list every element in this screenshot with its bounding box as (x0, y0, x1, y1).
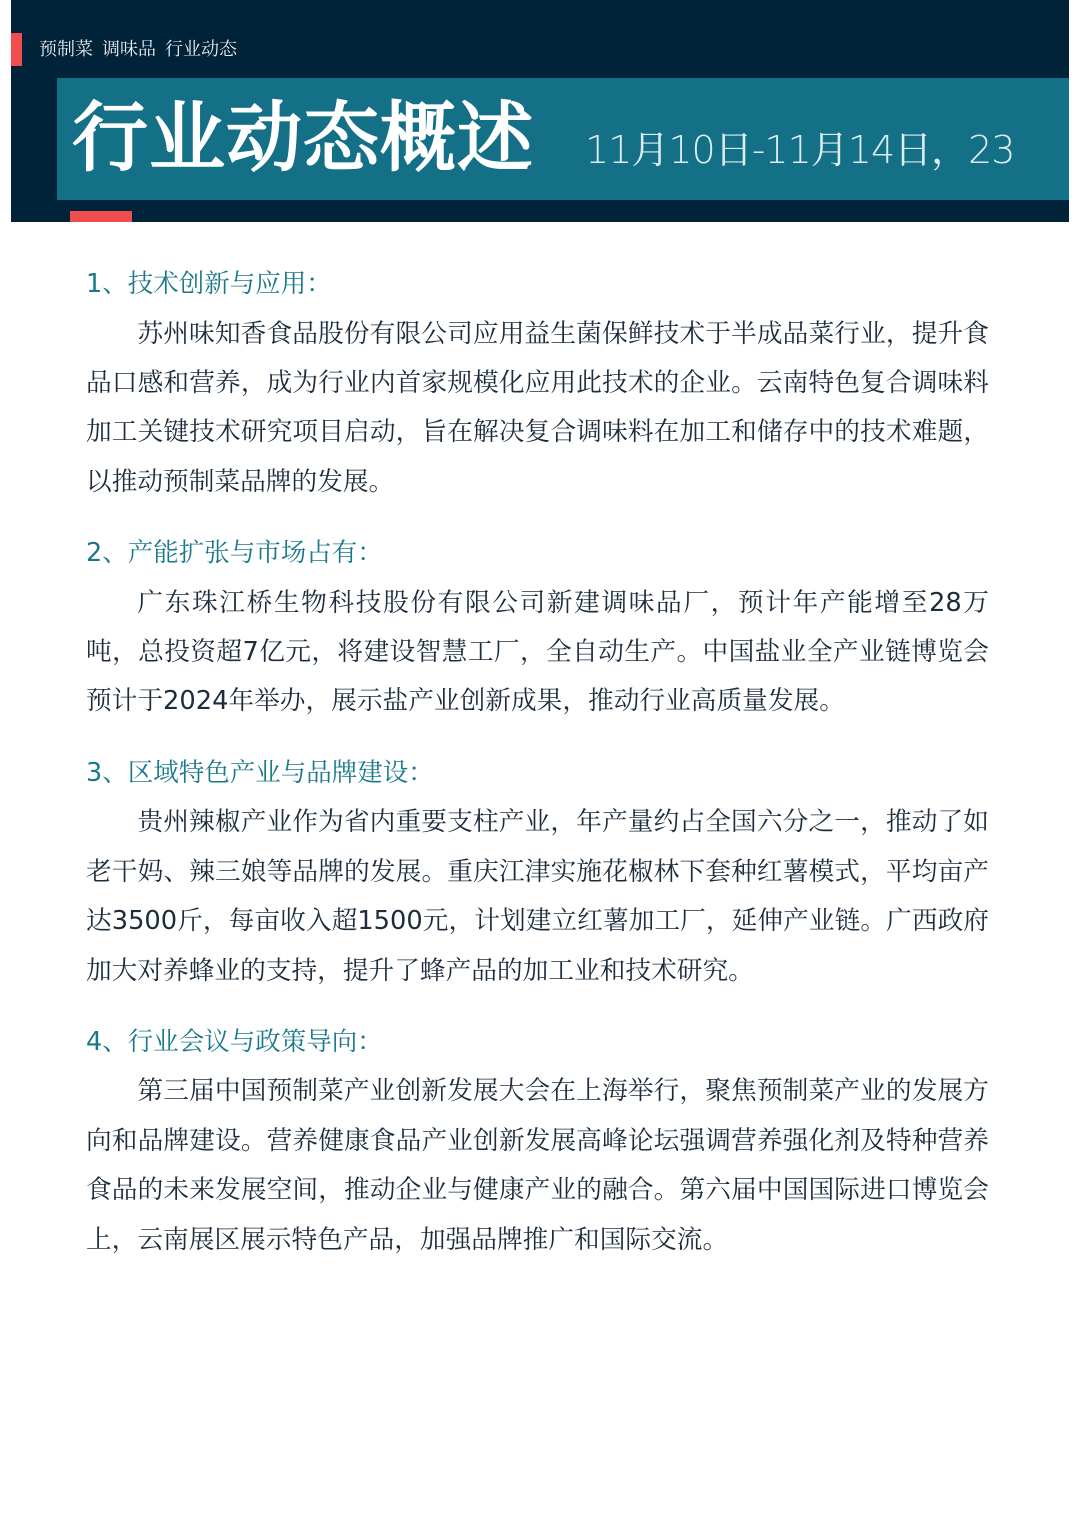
section-heading: 3、区域特色产业与品牌建设： (86, 757, 434, 788)
section-capacity-expansion (86, 529, 989, 727)
section-heading: 1、技术创新与应用： (86, 269, 332, 299)
section-regional-brands (86, 749, 989, 996)
tag-condiments: 调味品 (102, 39, 156, 60)
section-heading: 2、产能扩张与市场占有： (86, 538, 383, 569)
accent-bar (70, 211, 132, 222)
section-body: 第三届中国预制菜产业创新发展大会在上海举行，聚焦预制菜产业的发展方向和品牌建设。营养健康食品产业创新发展高峰论坛强调营养强化剂及特种营养食品的未来发展空间，推动企业与健康产业的融合。第六届中国国际进口博览会上，云南展区展示特色产品，加强品牌推广和国际交流。 (86, 1076, 989, 1255)
date-range: 11月10日-11月14日，23 (585, 128, 1015, 172)
section-body: 贵州辣椒产业作为省内重要支柱产业，年产量约占全国六分之一，推动了如老干妈、辣三娘等品牌的发展。重庆江津实施花椒林下套种红薯模式，平均亩产达3500斤，每亩收入超1500元，计划建立红薯加工厂，延伸产业链。广西政府加大对养蜂业的支持，提升了蜂产品的加工业和技术研究。 (86, 807, 989, 986)
section-conferences-policy (86, 1018, 989, 1265)
tag-list (39, 36, 237, 64)
section-tech-innovation (86, 260, 989, 507)
page-title: 行业动态概述 (72, 93, 534, 182)
section-heading: 4、行业会议与政策导向： (86, 1026, 383, 1057)
section-body: 苏州味知香食品股份有限公司应用益生菌保鲜技术于半成品菜行业，提升食品口感和营养，成为行业内首家规模化应用此技术的企业。云南特色复合调味料加工关键技术研究项目启动，旨在解决复合调味料在加工和储存中的技术难题，以推动预制菜品牌的发展。 (86, 318, 989, 497)
tag-marker (11, 33, 22, 66)
section-body: 广东珠江桥生物科技股份有限公司新建调味品厂，预计年产能增至28万吨，总投资超7亿元，将建设智慧工厂，全自动生产。中国盐业全产业链博览会预计于2024年举办，展示盐产业创新成果，推动行业高质量发展。 (86, 587, 989, 717)
article-content (86, 260, 989, 1287)
tag-prepared-dishes: 预制菜 (39, 39, 93, 60)
tag-industry-news: 行业动态 (165, 39, 237, 60)
